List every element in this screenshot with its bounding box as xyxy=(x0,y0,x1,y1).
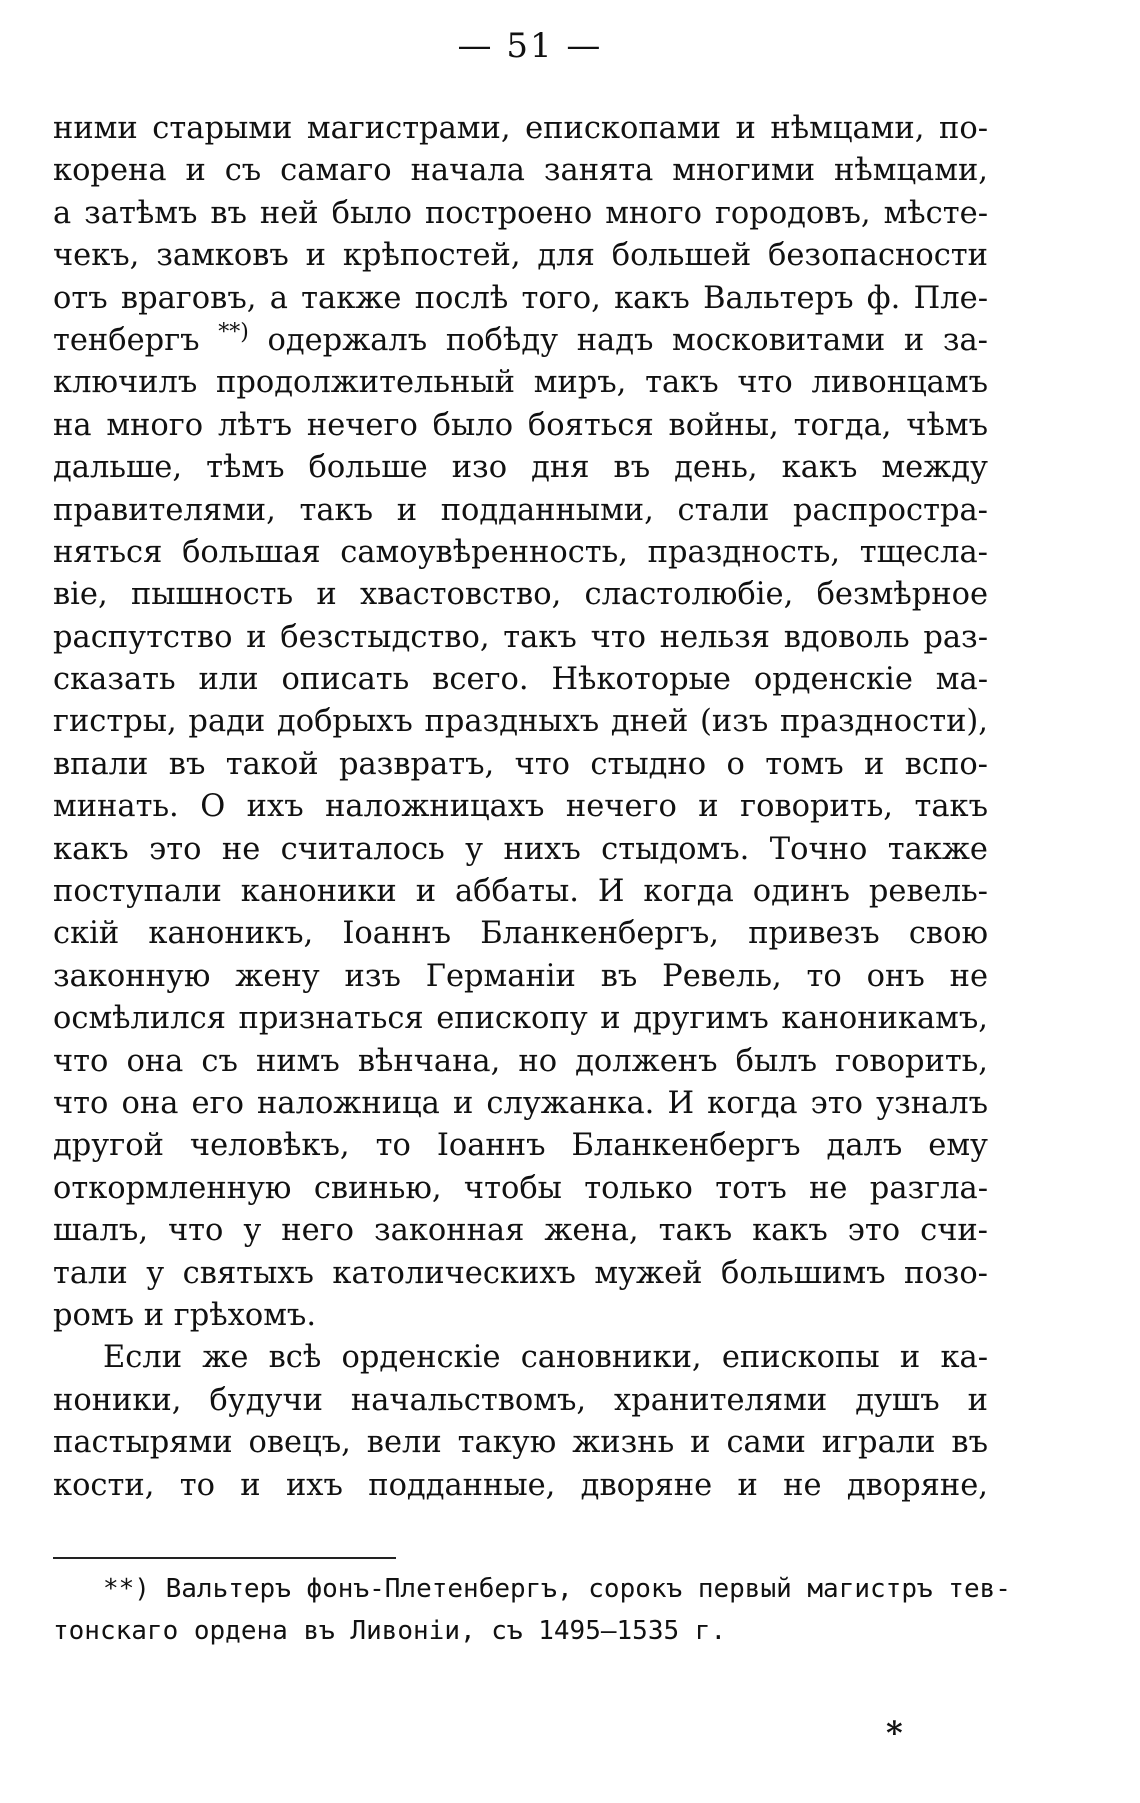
text-line: впали въ такой развратъ, что стыдно о томъ и вспо- xyxy=(53,746,988,782)
footnote-marker: **) xyxy=(103,1574,150,1604)
text-line: отъ враговъ, а также послѣ того, какъ Вальтеръ ф. Пле- xyxy=(53,280,988,316)
text-line: ноники, будучи начальствомъ, хранителями душъ и xyxy=(53,1382,988,1418)
footnote-text: Вальтеръ фонъ-Плетенбергъ, сорокъ первый магистръ тев- xyxy=(149,1574,1011,1604)
text-line: а затѣмъ въ ней было построено много городовъ, мѣсте- xyxy=(53,195,988,231)
page-number: — 51 — xyxy=(457,26,603,66)
text-line: кости, то и ихъ подданные, дворяне и не дворяне, xyxy=(53,1467,988,1503)
text-line: ними старыми магистрами, епископами и нѣмцами, по- xyxy=(53,111,988,146)
footnote xyxy=(53,1568,1011,1652)
body-text xyxy=(53,108,988,1507)
text-line: что она съ нимъ вѣнчана, но долженъ былъ говорить, xyxy=(53,1043,988,1079)
text-line: минать. О ихъ наложницахъ нечего и говорить, такъ xyxy=(53,789,988,825)
text-line: чекъ, замковъ и крѣпостей, для большей безопасности xyxy=(53,238,988,274)
text-line: откормленную свинью, чтобы только тотъ не разгла- xyxy=(53,1170,988,1206)
text-line: на много лѣтъ нечего было бояться войны, тогда, чѣмъ xyxy=(53,407,988,443)
text-line: осмѣлился признаться епископу и другимъ каноникамъ, xyxy=(53,1001,988,1037)
text-fragment: одержалъ побѣду надъ московитами и за- xyxy=(248,322,988,358)
text-line: правителями, такъ и подданными, стали распростра- xyxy=(53,492,988,528)
text-line: законную жену изъ Германіи въ Ревель, то онъ не xyxy=(53,958,988,994)
text-line: дальше, тѣмъ больше изо дня въ день, какъ между xyxy=(53,450,988,486)
text-line-with-footnote-ref xyxy=(53,320,988,362)
text-line: тали у святыхъ католическихъ мужей большимъ позо- xyxy=(53,1255,988,1291)
text-line: няться большая самоувѣренность, праздность, тщесла- xyxy=(53,534,988,570)
text-line: что она его наложница и служанка. И когда это узналъ xyxy=(53,1085,988,1121)
text-line: поступали каноники и аббаты. И когда одинъ ревель- xyxy=(53,874,988,910)
text-line: віе, пышность и хвастовство, сластолюбіе, безмѣрное xyxy=(53,577,988,613)
text-line: другой человѣкъ, то Іоаннъ Бланкенбергъ далъ ему xyxy=(53,1128,988,1164)
text-line: пастырями овецъ, вели такую жизнь и сами играли въ xyxy=(53,1425,988,1461)
text-line: сказать или описать всего. Нѣкоторые орденскіе ма- xyxy=(53,662,988,698)
paragraph-end-line: ромъ и грѣхомъ. xyxy=(53,1297,317,1333)
paragraph-start-line: Если же всѣ орденскіе сановники, епископы и ка- xyxy=(103,1340,988,1376)
text-line: какъ это не считалось у нихъ стыдомъ. Точно также xyxy=(53,831,988,867)
footnote-reference: **) xyxy=(218,319,249,345)
text-line: скій каноникъ, Іоаннъ Бланкенбергъ, привезъ свою xyxy=(53,916,988,952)
text-line: распутство и безстыдство, такъ что нельзя вдоволь раз- xyxy=(53,619,988,655)
text-fragment: тенбергъ xyxy=(53,322,200,358)
footnote-line xyxy=(53,1568,1011,1610)
footnote-line: тонскаго ордена въ Ливоніи, съ 1495—1535 г. xyxy=(53,1616,727,1646)
text-line: гистры, ради добрыхъ праздныхъ дней (изъ праздности), xyxy=(53,704,988,740)
footnote-divider xyxy=(53,1557,396,1559)
text-line: ключилъ продолжительный миръ, такъ что ливонцамъ xyxy=(53,365,988,401)
text-line: шалъ, что у него законная жена, такъ какъ это счи- xyxy=(53,1213,988,1249)
printer-signature-mark: * xyxy=(886,1714,903,1752)
text-line: корена и съ самаго начала занята многими нѣмцами, xyxy=(53,153,988,189)
